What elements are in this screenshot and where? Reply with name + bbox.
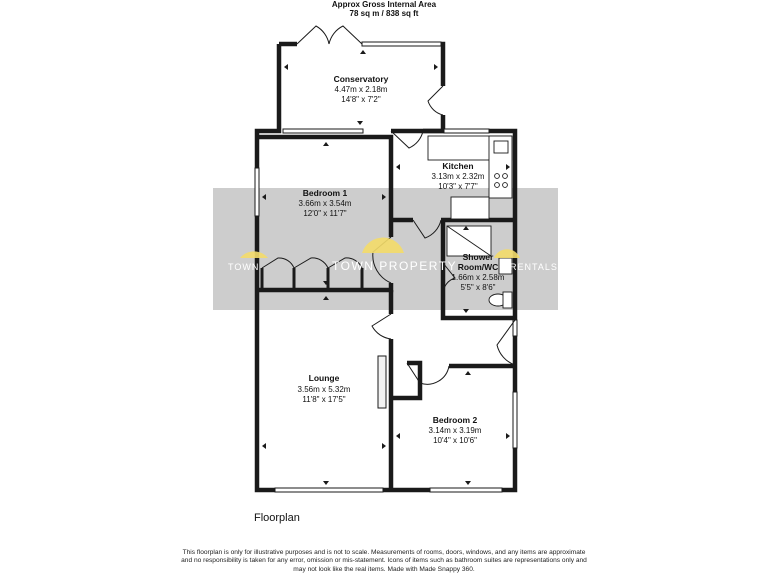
bedroom2-imperial: 10'4" x 10'6"	[433, 436, 477, 445]
disclaimer-line3: may not look like the real items. Made with Made Snappy 360.	[293, 565, 475, 573]
disclaimer	[150, 549, 618, 574]
area-heading: Approx Gross Internal Area	[331, 0, 437, 9]
shower-name-line2: Room/WC	[457, 262, 499, 272]
bedroom2-name: Bedroom 2	[432, 415, 478, 425]
bedroom2-walls	[391, 363, 420, 398]
lounge-name: Lounge	[308, 373, 340, 383]
shower-name-line1: Shower	[462, 252, 494, 262]
bedroom2-metric: 3.14m x 3.19m	[428, 426, 482, 435]
bedroom1-name: Bedroom 1	[302, 188, 348, 198]
bedroom1-imperial: 12'0" x 11'7"	[303, 209, 347, 218]
watermark-center: TOWN PROPERTY	[332, 259, 458, 273]
disclaimer-line2: and no responsibility is taken for any error, omission or mis-statement. Icons of items such as bathroom suites are representations only and	[181, 557, 587, 565]
watermark-right: RENTALS	[510, 262, 558, 272]
lounge-metric: 3.56m x 5.32m	[297, 385, 351, 394]
shower-imperial: 5'5" x 8'6"	[460, 283, 496, 292]
conservatory-imperial: 14'8" x 7'2"	[341, 95, 381, 104]
disclaimer-line1: This floorplan is only for illustrative purposes and is not to scale. Measurements of rooms, doors, windows, and any items are approximate	[182, 549, 586, 556]
kitchen-name: Kitchen	[442, 161, 474, 171]
shower-metric: 1.66m x 2.58m	[451, 273, 505, 282]
lounge-imperial: 11'8" x 17'5"	[302, 395, 346, 404]
floorplan-caption: Floorplan	[254, 512, 300, 524]
bedroom1-metric: 3.66m x 3.54m	[298, 199, 352, 208]
conservatory-metric: 4.47m x 2.18m	[334, 85, 388, 94]
watermark-left: TOWN	[228, 262, 260, 272]
area-value: 78 sq m / 838 sq ft	[349, 9, 419, 18]
kitchen-imperial: 10'3" x 7'7"	[438, 182, 478, 191]
kitchen-metric: 3.13m x 2.32m	[431, 172, 485, 181]
conservatory-name: Conservatory	[333, 74, 389, 84]
